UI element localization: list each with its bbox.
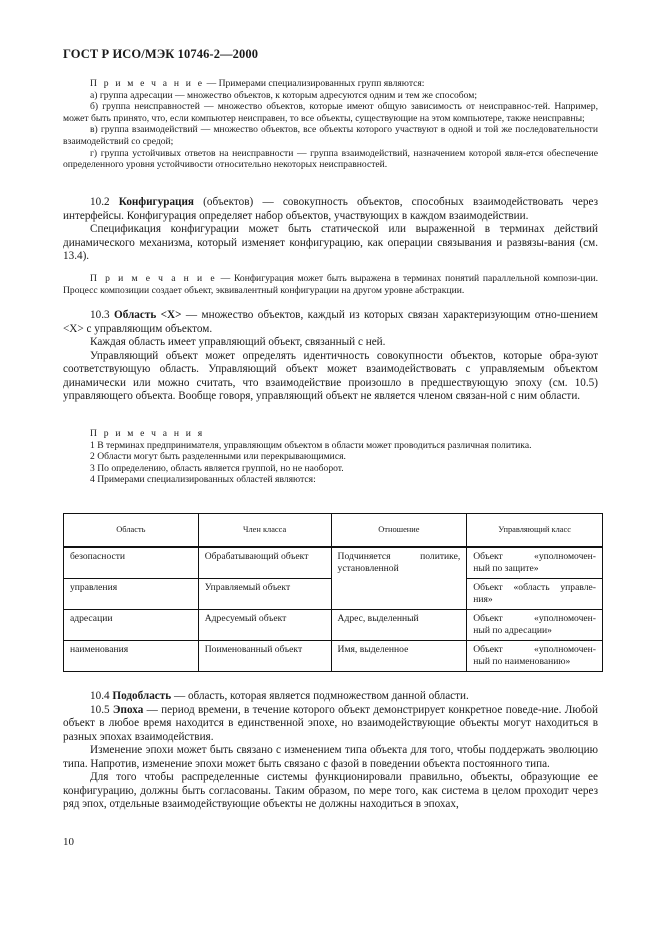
relation-line: Подчиняется политике, <box>337 551 461 562</box>
section-paragraph: Управляющий объект может определять идентичность совокупности объектов, которые обра-зуют соответствующую область. Управляющий объект может взаимодействовать с управляемым объектом динамически или можно считать, что взаимодействие произошло в предшествующую эпоху (см. 10.5) управляющего объекта. Вообще говоря, управляющий объект не является членом связан-ной с ним области. <box>63 349 598 402</box>
table-cell-control <box>467 579 603 610</box>
table-cell-member: Управляемый объект <box>198 579 331 610</box>
table-cell-relation <box>331 547 467 610</box>
column-header: Отношение <box>331 514 467 548</box>
table-cell-area: наименования <box>64 641 199 672</box>
table-cell-area: управления <box>64 579 199 610</box>
table-row <box>64 610 603 641</box>
note-item: г) группа устойчивых ответов на неисправности — группа взаимодействий, назначением которой явля-ется обеспечение определенного уровня устойчивости относительно некоторых неисправностей. <box>63 147 598 171</box>
note-item: 4 Примерами специализированных областей являются: <box>90 474 316 486</box>
note-label: П р и м е ч а н и е <box>90 273 217 284</box>
control-line: Объект «уполномочен- <box>473 551 596 562</box>
note-item: 2 Области могут быть разделенными или перекрывающимися. <box>90 451 346 463</box>
domains-table <box>63 513 603 672</box>
control-line: ния» <box>473 594 493 605</box>
note-item: б) группа неисправностей — множество объектов, которые имеют общую зависимость от неисправнос-тей. Например, может быть принято, что, если компьютер неисправен, то все объекты, существующие на этом компьютере, также неисправны; <box>63 101 598 124</box>
note-intro: — Примерами специализированных групп являются: <box>204 78 425 89</box>
table-cell-area: безопасности <box>64 547 199 579</box>
table-cell-member: Адресуемый объект <box>198 610 331 641</box>
control-line: ный по защите» <box>473 563 539 574</box>
section-paragraph: Каждая область имеет управляющий объект, связанный с ней. <box>90 336 386 348</box>
section-term: Область <X> <box>114 309 182 321</box>
section-term: Подобласть <box>112 690 172 702</box>
table-row <box>64 547 603 579</box>
table-cell-relation: Имя, выделенное <box>331 641 467 672</box>
section-number: 10.3 <box>90 309 114 321</box>
section-definition: — период времени, в течение которого объект демонстрирует конкретное поведе-ние. Любой объект в любое время находится в единственной эпохе, но взаимодействующие объекты могут находиться в разных эпохах взаимодействия. <box>63 703 599 743</box>
control-line: ный по адресации» <box>473 625 552 636</box>
document-header: ГОСТ Р ИСО/МЭК 10746-2—2000 <box>63 47 259 61</box>
note-item: в) группа взаимодействий — множество объектов, все объекты которого участвуют в одной и той же последовательности взаимодействий со средой; <box>63 124 598 147</box>
section-10-2 <box>63 196 598 264</box>
section-definition: (объектов) — совокупность объектов, способных взаимодействовать через интерфейсы. Конфигурация определяет набор объектов, участвующих в каждом взаимодействии. <box>63 196 599 222</box>
control-line: ный по наименованию» <box>473 656 571 667</box>
section-definition: — множество объектов, каждый из которых связан характеризующим отно-шением <X> с управляющим объектом. <box>63 309 599 335</box>
note-item: 3 По определению, область является группой, но не наоборот. <box>90 462 344 474</box>
column-header: Область <box>64 514 199 548</box>
note-label: П р и м е ч а н и е <box>90 78 205 89</box>
table-cell-relation: Адрес, выделенный <box>331 610 467 641</box>
control-line: Объект «область управле- <box>473 582 596 593</box>
column-header: Член класса <box>198 514 331 548</box>
table-row <box>64 641 603 672</box>
control-line: Объект «уполномочен- <box>473 613 596 624</box>
table-cell-member: Поименованный объект <box>198 641 331 672</box>
table-cell-control <box>467 610 603 641</box>
note-text: — Конфигурация может быть выражена в терминах понятий параллельной компози-ции. Процесс композиции создает объект, эквивалентный конфигурации на другом уровне абстракции. <box>63 273 598 296</box>
section-term: Эпоха <box>112 703 144 716</box>
notes-label: П р и м е ч а н и я <box>90 428 205 439</box>
table-cell-member: Обрабатывающий объект <box>198 547 331 579</box>
section-number: 10.2 <box>90 196 119 208</box>
control-line: Объект «уполномочен- <box>473 644 596 655</box>
note-item: а) группа адресации — множество объектов, к которым адресуются одним и тем же способом; <box>90 89 478 101</box>
section-paragraph: Спецификация конфигурации может быть статической или выраженной в терминах действий динамического механизма, который изменяет конфигурацию, как операции связывания и развязы-вания (см. 13.4). <box>63 223 598 262</box>
table-cell-control <box>467 641 603 672</box>
table-cell-control <box>467 547 603 579</box>
section-10-3 <box>63 309 598 404</box>
page-number: 10 <box>63 836 74 848</box>
column-header: Управляющий класс <box>467 514 603 548</box>
relation-line: установленной <box>337 563 399 574</box>
section-paragraph: Для того чтобы распределенные системы функционировали правильно, объекты, образующие ее конфигурацию, должны быть согласованы. Таким образом, по мере того, как система в целом проходит через ряд эпох, отдельные взаимодействующие объекты не должны находиться в эпохах, <box>63 771 598 810</box>
section-number: 10.4 <box>90 690 113 702</box>
section-term: Конфигурация <box>118 196 194 208</box>
note-item: 1 В терминах предпринимателя, управляющим объектом в области может проводиться различная политика. <box>90 439 532 451</box>
section-number: 10.5 <box>90 703 113 716</box>
table-header-row <box>64 514 603 548</box>
note-specialized-groups <box>63 78 598 171</box>
table-cell-area: адресации <box>64 610 199 641</box>
notes-domains <box>63 428 598 486</box>
section-10-4-10-5 <box>63 690 598 812</box>
section-definition: — область, которая является подмножеством данной области. <box>171 690 469 702</box>
note-configuration <box>63 273 598 296</box>
section-paragraph: Изменение эпохи может быть связано с изменением типа объекта для того, чтобы поддержать эволюцию типа. Напротив, изменение эпохи может быть связано с фазой в поведении объекта постоянного типа. <box>63 744 598 770</box>
